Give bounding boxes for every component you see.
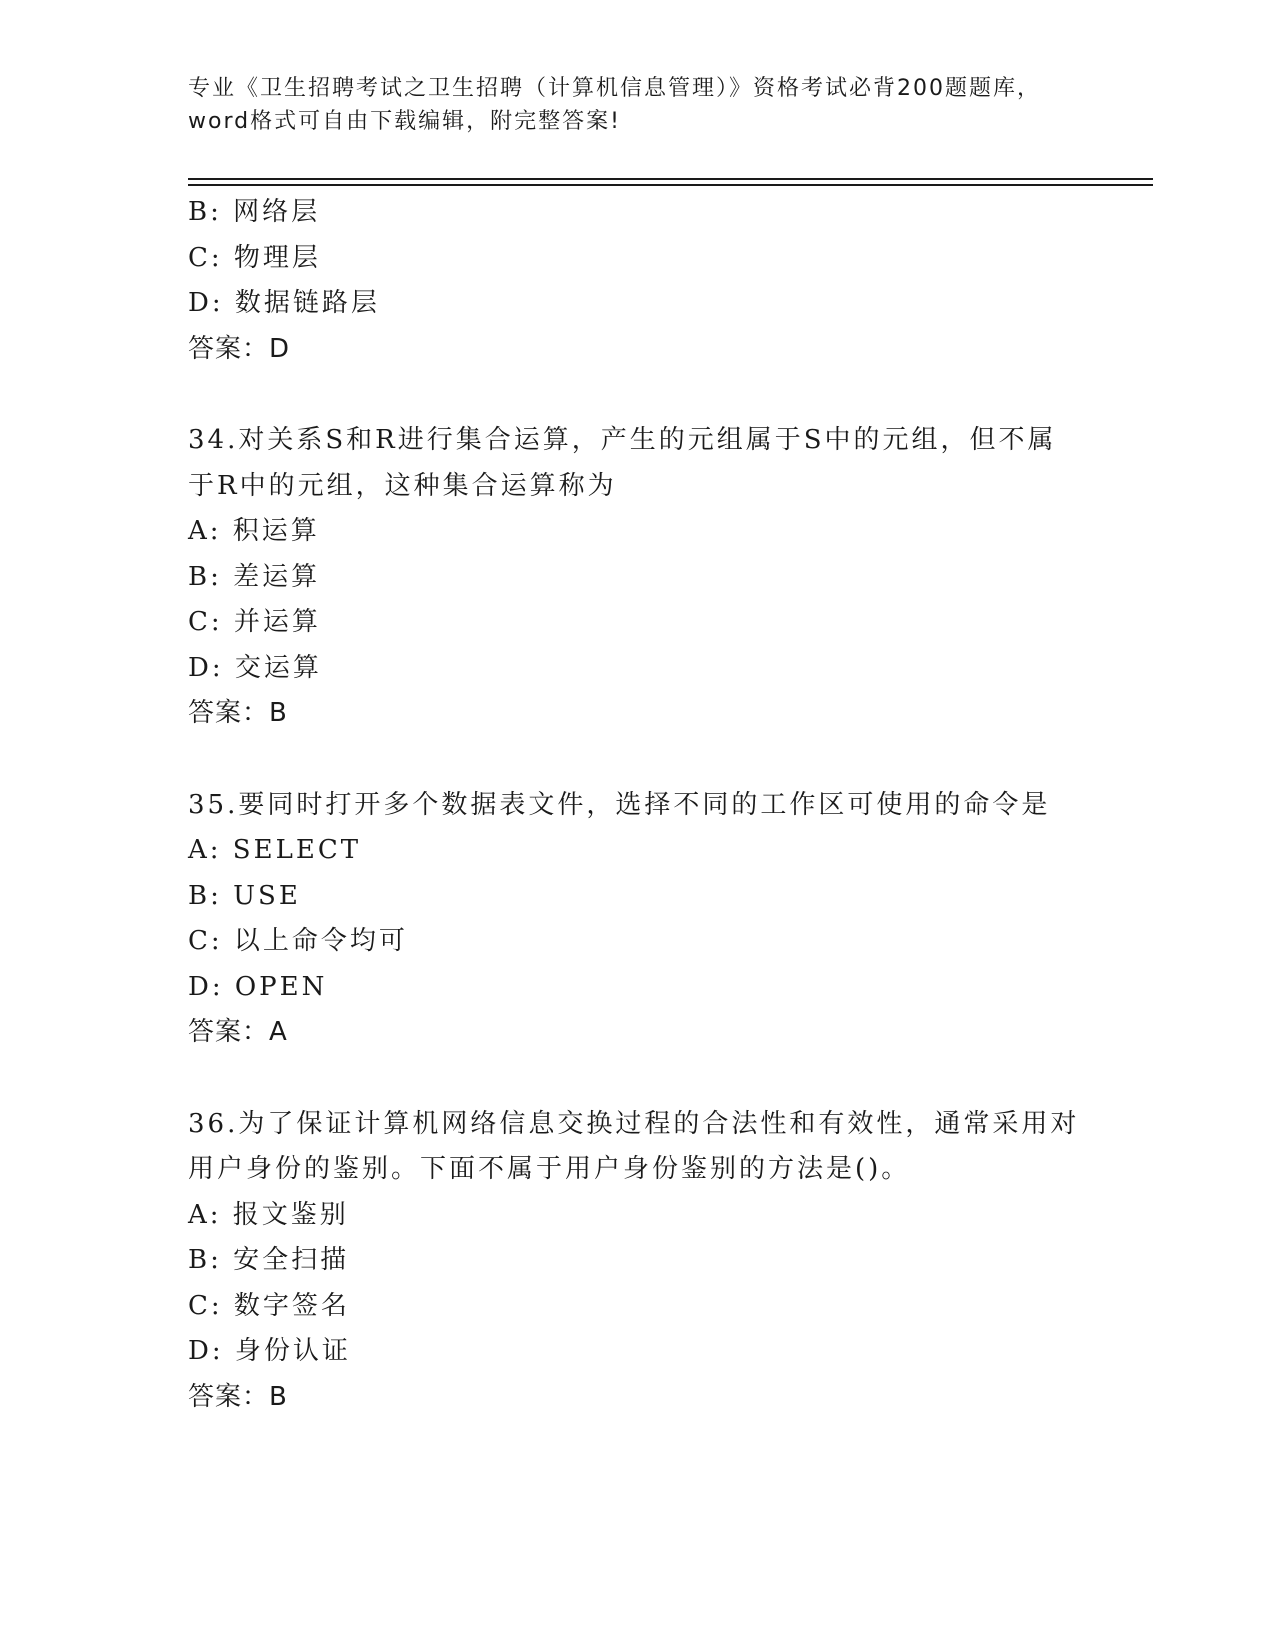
question-block	[188, 783, 1088, 1056]
document-header	[188, 72, 1068, 138]
answer-line: 答案：D	[188, 333, 291, 364]
option-a: A: 报文鉴别	[188, 1199, 349, 1230]
question-text: 于R中的元组，这种集合运算称为	[188, 470, 617, 501]
option-a: A: 积运算	[188, 516, 320, 546]
option-c: C: 物理层	[188, 242, 321, 273]
question-text: 34.对关系S和R进行集合运算，产生的元组属于S中的元组，但不属	[188, 425, 1057, 455]
question-text: 36.为了保证计算机网络信息交换过程的合法性和有效性，通常采用对	[188, 1108, 1080, 1139]
question-block	[188, 190, 1088, 372]
option-d: D: OPEN	[188, 971, 328, 1002]
question-block	[188, 418, 1088, 737]
option-b: B: USE	[188, 880, 301, 911]
option-d: D: 数据链路层	[188, 288, 380, 318]
header-divider-top	[188, 178, 1153, 180]
option-c: C: 并运算	[188, 607, 321, 637]
option-c: C: 数字签名	[188, 1290, 350, 1321]
option-c: C: 以上命令均可	[188, 926, 408, 956]
answer-line: 答案：A	[188, 1017, 288, 1047]
option-b: B: 安全扫描	[188, 1245, 350, 1275]
block-spacer	[188, 737, 1088, 783]
option-b: B: 差运算	[188, 561, 321, 592]
question-text: 35.要同时打开多个数据表文件，选择不同的工作区可使用的命令是	[188, 789, 1051, 820]
question-block	[188, 1102, 1088, 1421]
header-title-line-1: 专业《卫生招聘考试之卫生招聘（计算机信息管理）》资格考试必背200题题库，	[188, 76, 1041, 101]
question-list	[188, 190, 1088, 1420]
option-b: B: 网络层	[188, 197, 321, 227]
question-text: 用户身份的鉴别。下面不属于用户身份鉴别的方法是()。	[188, 1154, 911, 1184]
block-spacer	[188, 1056, 1088, 1102]
answer-line: 答案：B	[188, 1381, 288, 1412]
header-title-line-2: word格式可自由下载编辑，附完整答案!	[188, 109, 621, 134]
header-divider-bottom	[188, 184, 1153, 186]
block-spacer	[188, 372, 1088, 418]
option-a: A: SELECT	[188, 835, 362, 865]
option-d: D: 身份认证	[188, 1336, 351, 1366]
answer-line: 答案：B	[188, 698, 288, 728]
option-d: D: 交运算	[188, 652, 322, 683]
